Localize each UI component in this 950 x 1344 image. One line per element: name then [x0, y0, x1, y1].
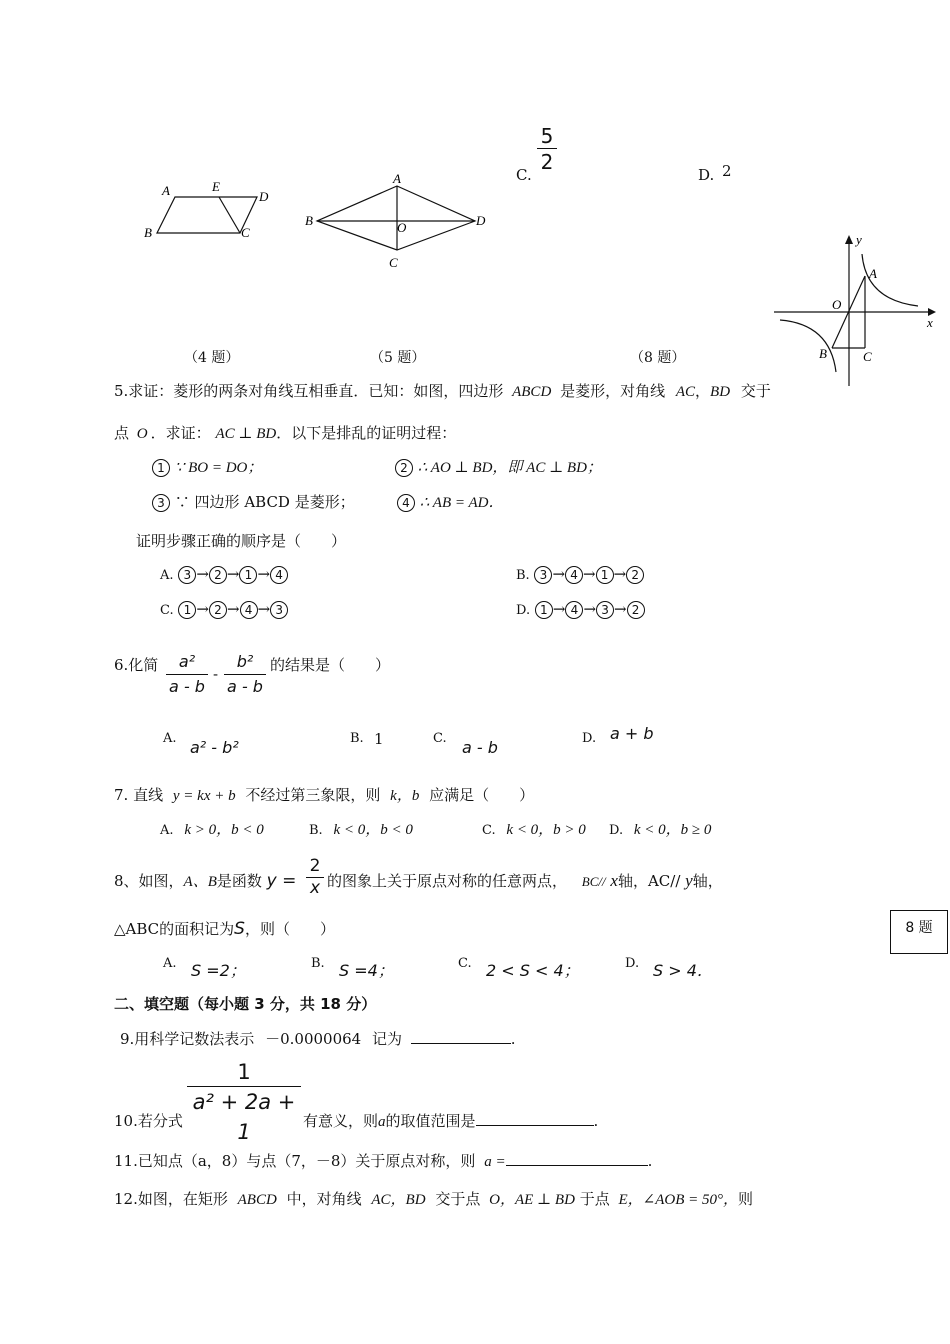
option-label: B. [309, 823, 323, 838]
q6-label: 6.化简 [114, 656, 159, 674]
q10-text: 的取值范围是 [385, 1112, 476, 1130]
q10-answer-blank[interactable] [476, 1111, 594, 1126]
q7-option-d[interactable] [609, 818, 711, 839]
option-label: D. [609, 823, 624, 838]
q8-option-c[interactable]: 2 < S < 4； [486, 961, 580, 980]
q5-text: 5.求证：菱形的两条对角线互相垂直．已知：如图，四边形 [114, 382, 504, 400]
step-text: ∵ BO = DO； [174, 460, 263, 476]
vertex-label-d: D [476, 213, 486, 228]
q7-option-c[interactable] [482, 818, 586, 839]
fraction-numerator: b² [236, 652, 254, 671]
q12-line [114, 1188, 753, 1209]
option-label: A. [160, 568, 174, 583]
option-c-label: C. [516, 166, 532, 184]
y-axis-arrow [845, 235, 853, 244]
arrow: → [583, 565, 596, 583]
math-abcd: ABCD [512, 384, 552, 400]
q8-figure-tag: 8 题 [890, 910, 948, 954]
step-ref: 4 [565, 566, 583, 584]
point-label-b: B [819, 346, 827, 361]
q8-option-c-label: C. [458, 956, 472, 971]
figure-q8-hyperbola [770, 230, 942, 390]
step-ref: 2 [627, 601, 645, 619]
q8-text: 的图象上关于原点对称的任意两点， [327, 872, 568, 890]
step-text: ∴ AB = AD． [419, 495, 504, 511]
option-text: k > 0，b < 0 [184, 822, 264, 838]
q5-step-1 [152, 456, 262, 477]
step-ref: 1 [239, 566, 257, 584]
step-number: 2 [395, 459, 413, 477]
step-ref: 2 [209, 601, 227, 619]
fraction-numerator: 5 [540, 124, 554, 148]
q5-option-d[interactable] [516, 600, 645, 619]
q6-option-b-label: B. [350, 731, 364, 746]
option-label: A. [160, 823, 174, 838]
q5-text: 交于 [740, 382, 771, 400]
axis-label-x: x [927, 315, 933, 330]
step-ref: 4 [565, 601, 583, 619]
q5-option-a[interactable] [160, 565, 288, 584]
q8-option-b[interactable]: S =4； [339, 961, 394, 980]
q12-text: 中，对角线 [286, 1190, 362, 1208]
vertex-label-a: A [162, 183, 170, 198]
q9-answer-blank[interactable] [411, 1029, 511, 1044]
math-o: O， [489, 1192, 515, 1208]
math-abcd: ABCD [237, 1192, 277, 1208]
q9-text: 9.用科学记数法表示 [120, 1030, 255, 1048]
step-text: ∵ 四边形 ABCD 是菱形； [174, 493, 355, 511]
step-number: 4 [397, 494, 415, 512]
q8-text: 是函数 [216, 872, 262, 890]
q10-line [303, 1110, 598, 1131]
math-ae-perp-bd: AE ⊥ BD [514, 1192, 575, 1208]
point-label-a: A [869, 266, 877, 281]
q6-option-d-label: D. [582, 731, 597, 746]
math-kb: k，b [390, 788, 420, 804]
point-label-c: C [863, 349, 872, 364]
step-ref: 4 [240, 601, 258, 619]
fraction-denominator: a² + 2a + 1 [192, 1090, 296, 1144]
q7-label: 7. 直线 [114, 786, 164, 804]
step-ref: 3 [596, 601, 614, 619]
q7-option-b[interactable] [309, 818, 413, 839]
origin-label-o: O [832, 297, 842, 312]
q5-step-2 [395, 456, 602, 477]
option-text: k < 0，b ≥ 0 [633, 822, 712, 838]
math-angle-aob: ∠AOB = 50°， [642, 1192, 739, 1208]
fraction-denominator: a - b [169, 677, 205, 696]
option-text: k < 0，b < 0 [333, 822, 413, 838]
math-bd: BD [710, 384, 731, 400]
q6-minus: - [213, 665, 219, 683]
q8-label: 8、如图， [114, 872, 184, 890]
q8-line1-left [114, 870, 296, 891]
q10-fraction [187, 1058, 301, 1147]
section-title-fill-in: 二、填空题（每小题 3 分，共 18 分） [114, 995, 377, 1013]
math-e: E， [618, 1192, 643, 1208]
arrow: → [226, 565, 240, 583]
q8-text: △ABC的面积记为 [114, 920, 235, 938]
q5-text: ．求证： [150, 424, 211, 442]
arrow: → [614, 600, 627, 618]
q5-option-c[interactable] [160, 600, 288, 619]
option-label: C. [160, 603, 174, 618]
q10-prefix: 10.若分式 [114, 1112, 183, 1130]
arrow: → [552, 565, 566, 583]
q6-suffix: 的结果是（ ） [270, 656, 391, 674]
vertex-label-d: D [259, 189, 269, 204]
step-number: 3 [152, 494, 170, 512]
q8-text: ，则（ ） [244, 920, 335, 938]
math-ac-bd: AC，BD [371, 1192, 426, 1208]
option-label: B. [516, 568, 530, 583]
q8-option-d[interactable]: S > 4． [653, 961, 713, 980]
arrow: → [583, 600, 597, 618]
q6-option-b[interactable]: 1 [374, 730, 384, 748]
q5-step-3 [152, 491, 355, 512]
vertex-label-e: E [212, 179, 220, 194]
step-ref: 1 [178, 601, 196, 619]
q8-text: 轴， [692, 872, 723, 890]
arrow: → [196, 600, 209, 618]
math-ac-perp-bd: AC ⊥ BD [215, 426, 277, 442]
q7-line [114, 784, 534, 805]
q5-prompt: 证明步骤正确的顺序是（ ） [136, 532, 347, 550]
q6-option-d[interactable]: a + b [610, 724, 654, 743]
q6-option-a-label: A. [163, 731, 177, 746]
q8-option-d-label: D. [625, 956, 640, 971]
step-ref: 3 [270, 601, 288, 619]
arrow: → [613, 565, 627, 583]
option-d-value: 2 [722, 162, 732, 180]
q6-fraction-1 [166, 650, 208, 699]
math-y-eq: y = [266, 871, 297, 891]
math-ab: A、B [183, 874, 217, 890]
math-s: S [234, 919, 245, 939]
math-o: O [136, 426, 148, 442]
q12-text: 12.如图，在矩形 [114, 1190, 228, 1208]
step-ref: 1 [535, 601, 553, 619]
arrow: → [257, 565, 271, 583]
math-x: x [610, 871, 618, 890]
vertex-label-a: A [393, 171, 401, 186]
step-ref: 3 [534, 566, 552, 584]
q12-text: 交于点 [435, 1190, 481, 1208]
step-ref: 3 [178, 566, 196, 584]
hyperbola-branch-third-quadrant [780, 320, 836, 372]
option-label: D. [516, 603, 531, 618]
math-ac: AC [675, 384, 696, 400]
q8-line2 [114, 918, 335, 939]
caption-fig4: （4 题） [184, 350, 240, 366]
q5-text: ．以下是排乱的证明过程： [276, 424, 457, 442]
q8-text: 轴，AC// [617, 872, 681, 890]
step-ref: 4 [270, 566, 288, 584]
step-ref: 1 [596, 566, 614, 584]
step-text: ∴ AO ⊥ BD，即 AC ⊥ BD； [417, 460, 602, 476]
figure-q4-parallelogram [140, 175, 280, 245]
fraction-numerator: 2 [309, 856, 321, 876]
arrow: → [196, 565, 209, 583]
axis-label-y: y [856, 232, 862, 247]
segment-ec [219, 197, 240, 233]
fraction-denominator: 2 [540, 150, 554, 174]
q6-option-a[interactable]: a² - b² [190, 738, 239, 757]
vertex-label-b: B [305, 213, 313, 228]
q12-text: 于点 [579, 1190, 610, 1208]
q7-option-a[interactable] [160, 818, 264, 839]
q8-option-b-label: B. [311, 956, 325, 971]
math-a-eq: a = [484, 1154, 506, 1170]
q7-text: 应满足（ ） [429, 786, 535, 804]
q10-text: 有意义，则 [303, 1112, 379, 1130]
q9-text: 记为 [372, 1030, 403, 1048]
fraction-denominator: a - b [227, 677, 263, 696]
q5-line1 [114, 380, 771, 401]
fraction-numerator: 1 [237, 1060, 251, 1084]
rhombus-shape [317, 186, 475, 250]
step-ref: 2 [209, 566, 227, 584]
arrow: → [552, 600, 566, 618]
caption-fig8: （8 题） [630, 350, 686, 366]
math-bc: BC// [581, 874, 606, 889]
q9-line [120, 1028, 516, 1049]
q11-line [114, 1150, 652, 1171]
q9-end: . [510, 1030, 516, 1048]
fraction-denominator: x [309, 878, 321, 898]
q5-option-b[interactable] [516, 565, 644, 584]
vertex-label-c: C [241, 225, 250, 240]
step-ref: 2 [626, 566, 644, 584]
q5-text: 是菱形，对角线 [560, 382, 666, 400]
q7-text: 不经过第三象限，则 [245, 786, 381, 804]
fraction-numerator: a² [178, 652, 196, 671]
q6-option-c[interactable]: a - b [462, 738, 498, 757]
center-label-o: O [397, 220, 407, 235]
q8-line1-right [327, 870, 723, 891]
math-line-eq: y = kx + b [172, 788, 236, 804]
arrow: → [226, 600, 240, 618]
math-y: y [685, 871, 693, 890]
q9-number: －0.0000064 [265, 1030, 362, 1048]
q11-end: . [647, 1152, 653, 1170]
q6-option-c-label: C. [433, 731, 447, 746]
q12-text: 则 [738, 1190, 754, 1208]
vertex-label-c: C [389, 255, 398, 270]
q11-answer-blank[interactable] [506, 1151, 648, 1166]
option-label: C. [482, 823, 496, 838]
q5-comma: ， [695, 382, 711, 400]
vertex-label-b: B [144, 225, 152, 240]
option-text: k < 0，b > 0 [506, 822, 586, 838]
q8-option-a-label: A. [163, 956, 177, 971]
q5-text: 点 [114, 424, 130, 442]
option-d-label: D. [698, 166, 715, 184]
math-a: a [378, 1114, 386, 1130]
q5-step-4 [397, 491, 503, 512]
step-number: 1 [152, 459, 170, 477]
q8-fraction [306, 856, 324, 899]
caption-fig5: （5 题） [370, 350, 426, 366]
q11-text: 11.已知点（a，8）与点（7，－8）关于原点对称，则 [114, 1152, 476, 1170]
q6-fraction-2 [224, 650, 266, 699]
q8-option-a[interactable]: S =2； [191, 961, 246, 980]
fraction-five-halves [537, 124, 557, 175]
q5-line2 [114, 422, 456, 443]
q10-end: . [593, 1112, 599, 1130]
figure-q5-rhombus [300, 170, 495, 275]
arrow: → [257, 600, 271, 618]
